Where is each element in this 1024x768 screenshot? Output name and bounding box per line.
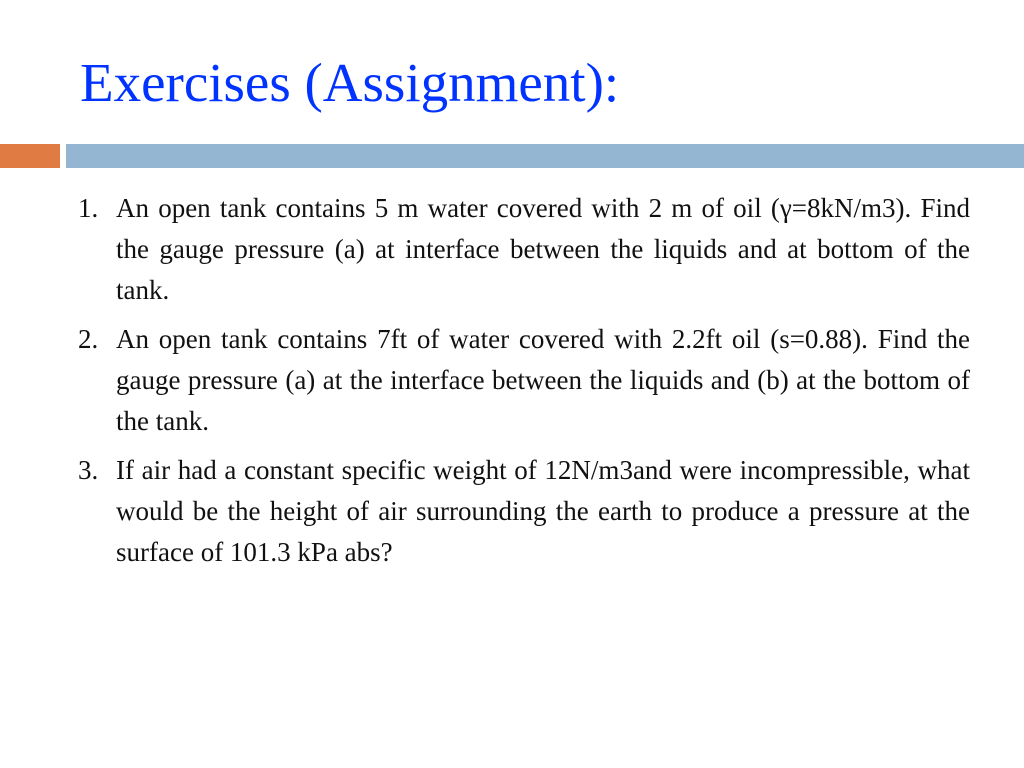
exercise-list: [78, 188, 970, 581]
exercise-number: 3.: [78, 455, 99, 485]
exercise-text: If air had a constant specific weight of 12N/m3and were incompressible, what would be the height of air surrounding the earth to produce a pressure at the surface of 101.3 kPa abs?: [116, 455, 970, 567]
slide-title: Exercises (Assignment):: [80, 52, 620, 113]
exercise-number: 2.: [78, 324, 99, 354]
exercise-text: An open tank contains 5 m water covered with 2 m of oil (γ=8kN/m3). Find the gauge pressure (a) at interface between the liquids and at bottom of the tank.: [116, 193, 970, 305]
exercise-item-1: [78, 188, 970, 311]
exercise-number: 1.: [78, 193, 99, 223]
exercise-item-3: [78, 450, 970, 573]
accent-bar-blue: [66, 144, 1024, 168]
exercise-item-2: [78, 319, 970, 442]
accent-bar-orange: [0, 144, 60, 168]
exercise-text: An open tank contains 7ft of water covered with 2.2ft oil (s=0.88). Find the gauge pressure (a) at the interface between the liquids and (b) at the bottom of the tank.: [116, 324, 970, 436]
